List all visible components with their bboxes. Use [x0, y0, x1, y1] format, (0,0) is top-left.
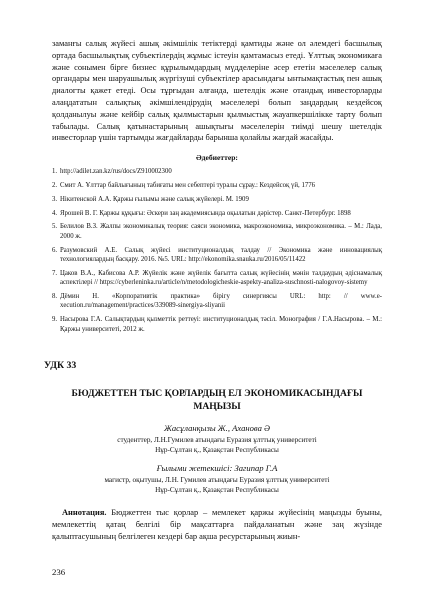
reference-number: 8. [52, 292, 58, 300]
references-list [52, 167, 382, 334]
reference-number: 4. [52, 209, 58, 217]
reference-number: 3. [52, 195, 58, 203]
reference-text: Смит А. Ұлттар байлығының табиғаты мен себептері туралы сұрау.: Кездейсоқ үй, 1776 [60, 181, 316, 189]
reference-item [52, 195, 382, 204]
author-location: Нұр-Сұлтан қ., Қазақстан Республикасы [155, 445, 279, 454]
abstract-label: Аннотация. [62, 507, 107, 517]
reference-text: Ярошей В. Г. Қаржы құқығы: Әскери заң академиясында оқылатын дәрістер. Санкт-Петербург. 1898 [60, 209, 351, 217]
reference-text: Разумовский А.Е. Салық жүйесі институционалдық талдау // Экономика және инновациялық технологиялардың басқару. 2016. №5. URL: http://ekonomika.snauka.ru/2016/05/11422 [60, 246, 382, 263]
reference-text: Белилов В.З. Жалпы экономикалық теория: саяси экономика, макроэкономика, микроэкономика. – М.: Лада, 2000 ж. [60, 223, 382, 240]
reference-item [52, 315, 382, 334]
author-affiliation: студенттер, Л.Н.Гумилев атындағы Еуразия ұлттық университеті [117, 435, 317, 444]
supervisor-name: Ғылыми жетекшісі: Загипар Г.А [156, 462, 278, 473]
reference-text: Цаков В.А., Кабисова А.Р. Жүйелік және жүйелік бағытта салық жүйесінің мәнін талдаудың әдіснамалық аспектілері // https://cyberleninka.ru/article/n/metodologicheskie-aspekty-analiza-suschnosti-nalogovoy-sistemy [60, 269, 382, 287]
author-block-students [52, 423, 382, 455]
reference-item [52, 167, 382, 176]
reference-item [52, 246, 382, 265]
article-title: БЮДЖЕТТЕН ТЫС ҚОРЛАРДЫҢ ЕЛ ЭКОНОМИКАСЫНДАҒЫ МАҢЫЗЫ [71, 387, 363, 412]
author-name: Жасұланқызы Ж., Аханова Ә [163, 422, 271, 433]
udk-code: УДК 33 [44, 359, 77, 371]
intro-paragraph: заманғы салық жүйесі ашық әкімшілік тетіктерді қамтиды және ол әлемдегі басшылық ортада басшылықтық субъектілердің жұмыс істеуін қамтамасыз етеді. Ұлттық экономикаға және сонымен бірге бизнес құрылымдардың мүдделеріне әсер ететін мәселелер салық органдары мен шаруашылық жүргізуші субъектілер арасындағы ынтымақтастық пен ашық диалогты қажет етеді. Осы тұрғыдан алғанда, шетелдік және отандық инвесторларды алаңдататын салықтық әкімшілендірудің мәселелері болып заңдардың кездейсоқ қолданылуы және кейбір салық қылмыстарын қылмыстық жауапкершілікке тарту болып табылады. Салық қатынастарының ашықтығы мәселелерін тиімді шешу шетелдік инвесторлар үшін тартымды жағдайларды барынша қолайлы жағдай жасайды. [52, 39, 382, 143]
reference-number: 5. [52, 223, 58, 231]
supervisor-affiliation: магистр, оқытушы, Л.Н. Гумилев атындағы Еуразия ұлттық университеті [104, 475, 330, 484]
page-content [44, 38, 382, 542]
supervisor-location: Нұр-Сұлтан қ., Қазақстан Республикасы [155, 485, 279, 494]
author-block-supervisor [52, 463, 382, 495]
abstract [52, 507, 382, 542]
reference-number: 6. [52, 246, 58, 254]
reference-item [52, 209, 382, 218]
reference-number: 7. [52, 269, 58, 277]
reference-text: http://adilet.zan.kz/rus/docs/Z910002300 [60, 168, 172, 176]
reference-text: Нікитенской А.А. Қаржы ғылымы және салық жүйелері. М. 1909 [60, 195, 249, 203]
abstract-text: Бюджеттен тыс қорлар – мемлекет қаржы жүйесінің маңызды буыны, мемлекеттің қатаң белгілі бір мақсаттарға пайдаланатын және заң жүзінде қалыптасушының белгілеген кездері бар ақша ресурстарының жиын- [52, 507, 382, 541]
references-title: Әдебиеттер: [196, 153, 238, 163]
reference-item [52, 181, 382, 190]
reference-item [52, 269, 382, 288]
reference-number: 1. [52, 168, 58, 176]
reference-text: Насырова Г.А. Салықтардың қызметтік реттеуі: институционалдық тәсіл. Монография / Г.А.Насырова. – М.: Қаржы университеті, 2012 ж. [60, 316, 382, 333]
reference-item [52, 222, 382, 241]
reference-number: 9. [52, 316, 58, 324]
reference-text: Дёмин Н. «Корпоративтік практика» бірігу синергиясы URL: http: // www.e-xecution.ru/management/practices/339089-sinergiya-sliyanii [60, 292, 382, 310]
page-number: 236 [52, 567, 66, 577]
reference-number: 2. [52, 181, 58, 189]
reference-item [52, 292, 382, 311]
